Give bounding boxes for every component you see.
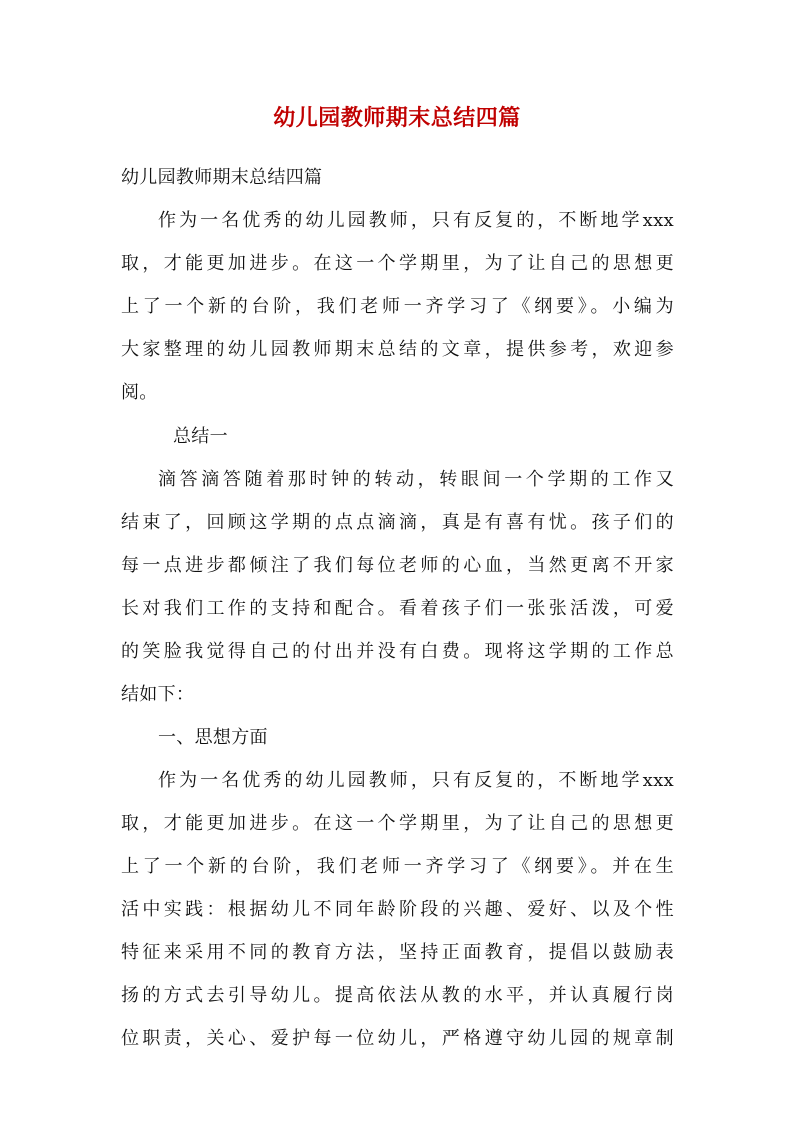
paragraph-line: 结束了，回顾这学期的点点滴滴，真是有喜有忧。孩子们的 — [121, 512, 674, 533]
document-title: 幼儿园教师期末总结四篇 — [273, 105, 521, 131]
paragraph-line: 取，才能更加进步。在这一个学期里，为了让自己的思想更 — [121, 813, 674, 834]
paragraph-line: 上了一个新的台阶，我们老师一齐学习了《纲要》。并在生 — [121, 856, 674, 877]
paragraph-line: 结如下： — [121, 684, 195, 705]
paragraph-line: 长对我们工作的支持和配合。看着孩子们一张张活泼，可爱 — [121, 598, 674, 619]
section-heading: 一、思想方面 — [158, 727, 268, 748]
paragraph-line: 的笑脸我觉得自己的付出并没有白费。现将这学期的工作总 — [121, 641, 674, 662]
paragraph-line: 每一点进步都倾注了我们每位老师的心血，当然更离不开家 — [121, 555, 674, 576]
paragraph-line: 阅。 — [121, 382, 158, 403]
paragraph-line: 滴答滴答随着那时钟的转动，转眼间一个学期的工作又 — [158, 469, 674, 490]
subtitle-line: 幼儿园教师期末总结四篇 — [121, 167, 323, 188]
paragraph-line: 位职责，关心、爱护每一位幼儿，严格遵守幼儿园的规章制 — [121, 1028, 674, 1049]
paragraph-line: 大家整理的幼儿园教师期末总结的文章，提供参考，欢迎参 — [121, 339, 674, 360]
paragraph-line: 作为一名优秀的幼儿园教师，只有反复的，不断地学xxx — [158, 770, 674, 791]
paragraph-line: 取，才能更加进步。在这一个学期里，为了让自己的思想更 — [121, 253, 674, 274]
paragraph-line: 特征来采用不同的教育方法，坚持正面教育，提倡以鼓励表 — [121, 942, 674, 963]
paragraph-line: 活中实践：根据幼儿不同年龄阶段的兴趣、爱好、以及个性 — [121, 899, 674, 920]
paragraph-line: 上了一个新的台阶，我们老师一齐学习了《纲要》。小编为 — [121, 296, 674, 317]
paragraph-line: 作为一名优秀的幼儿园教师，只有反复的，不断地学xxx — [158, 210, 674, 231]
paragraph-line: 扬的方式去引导幼儿。提高依法从教的水平，并认真履行岗 — [121, 985, 674, 1006]
section-heading: 总结一 — [173, 426, 228, 447]
